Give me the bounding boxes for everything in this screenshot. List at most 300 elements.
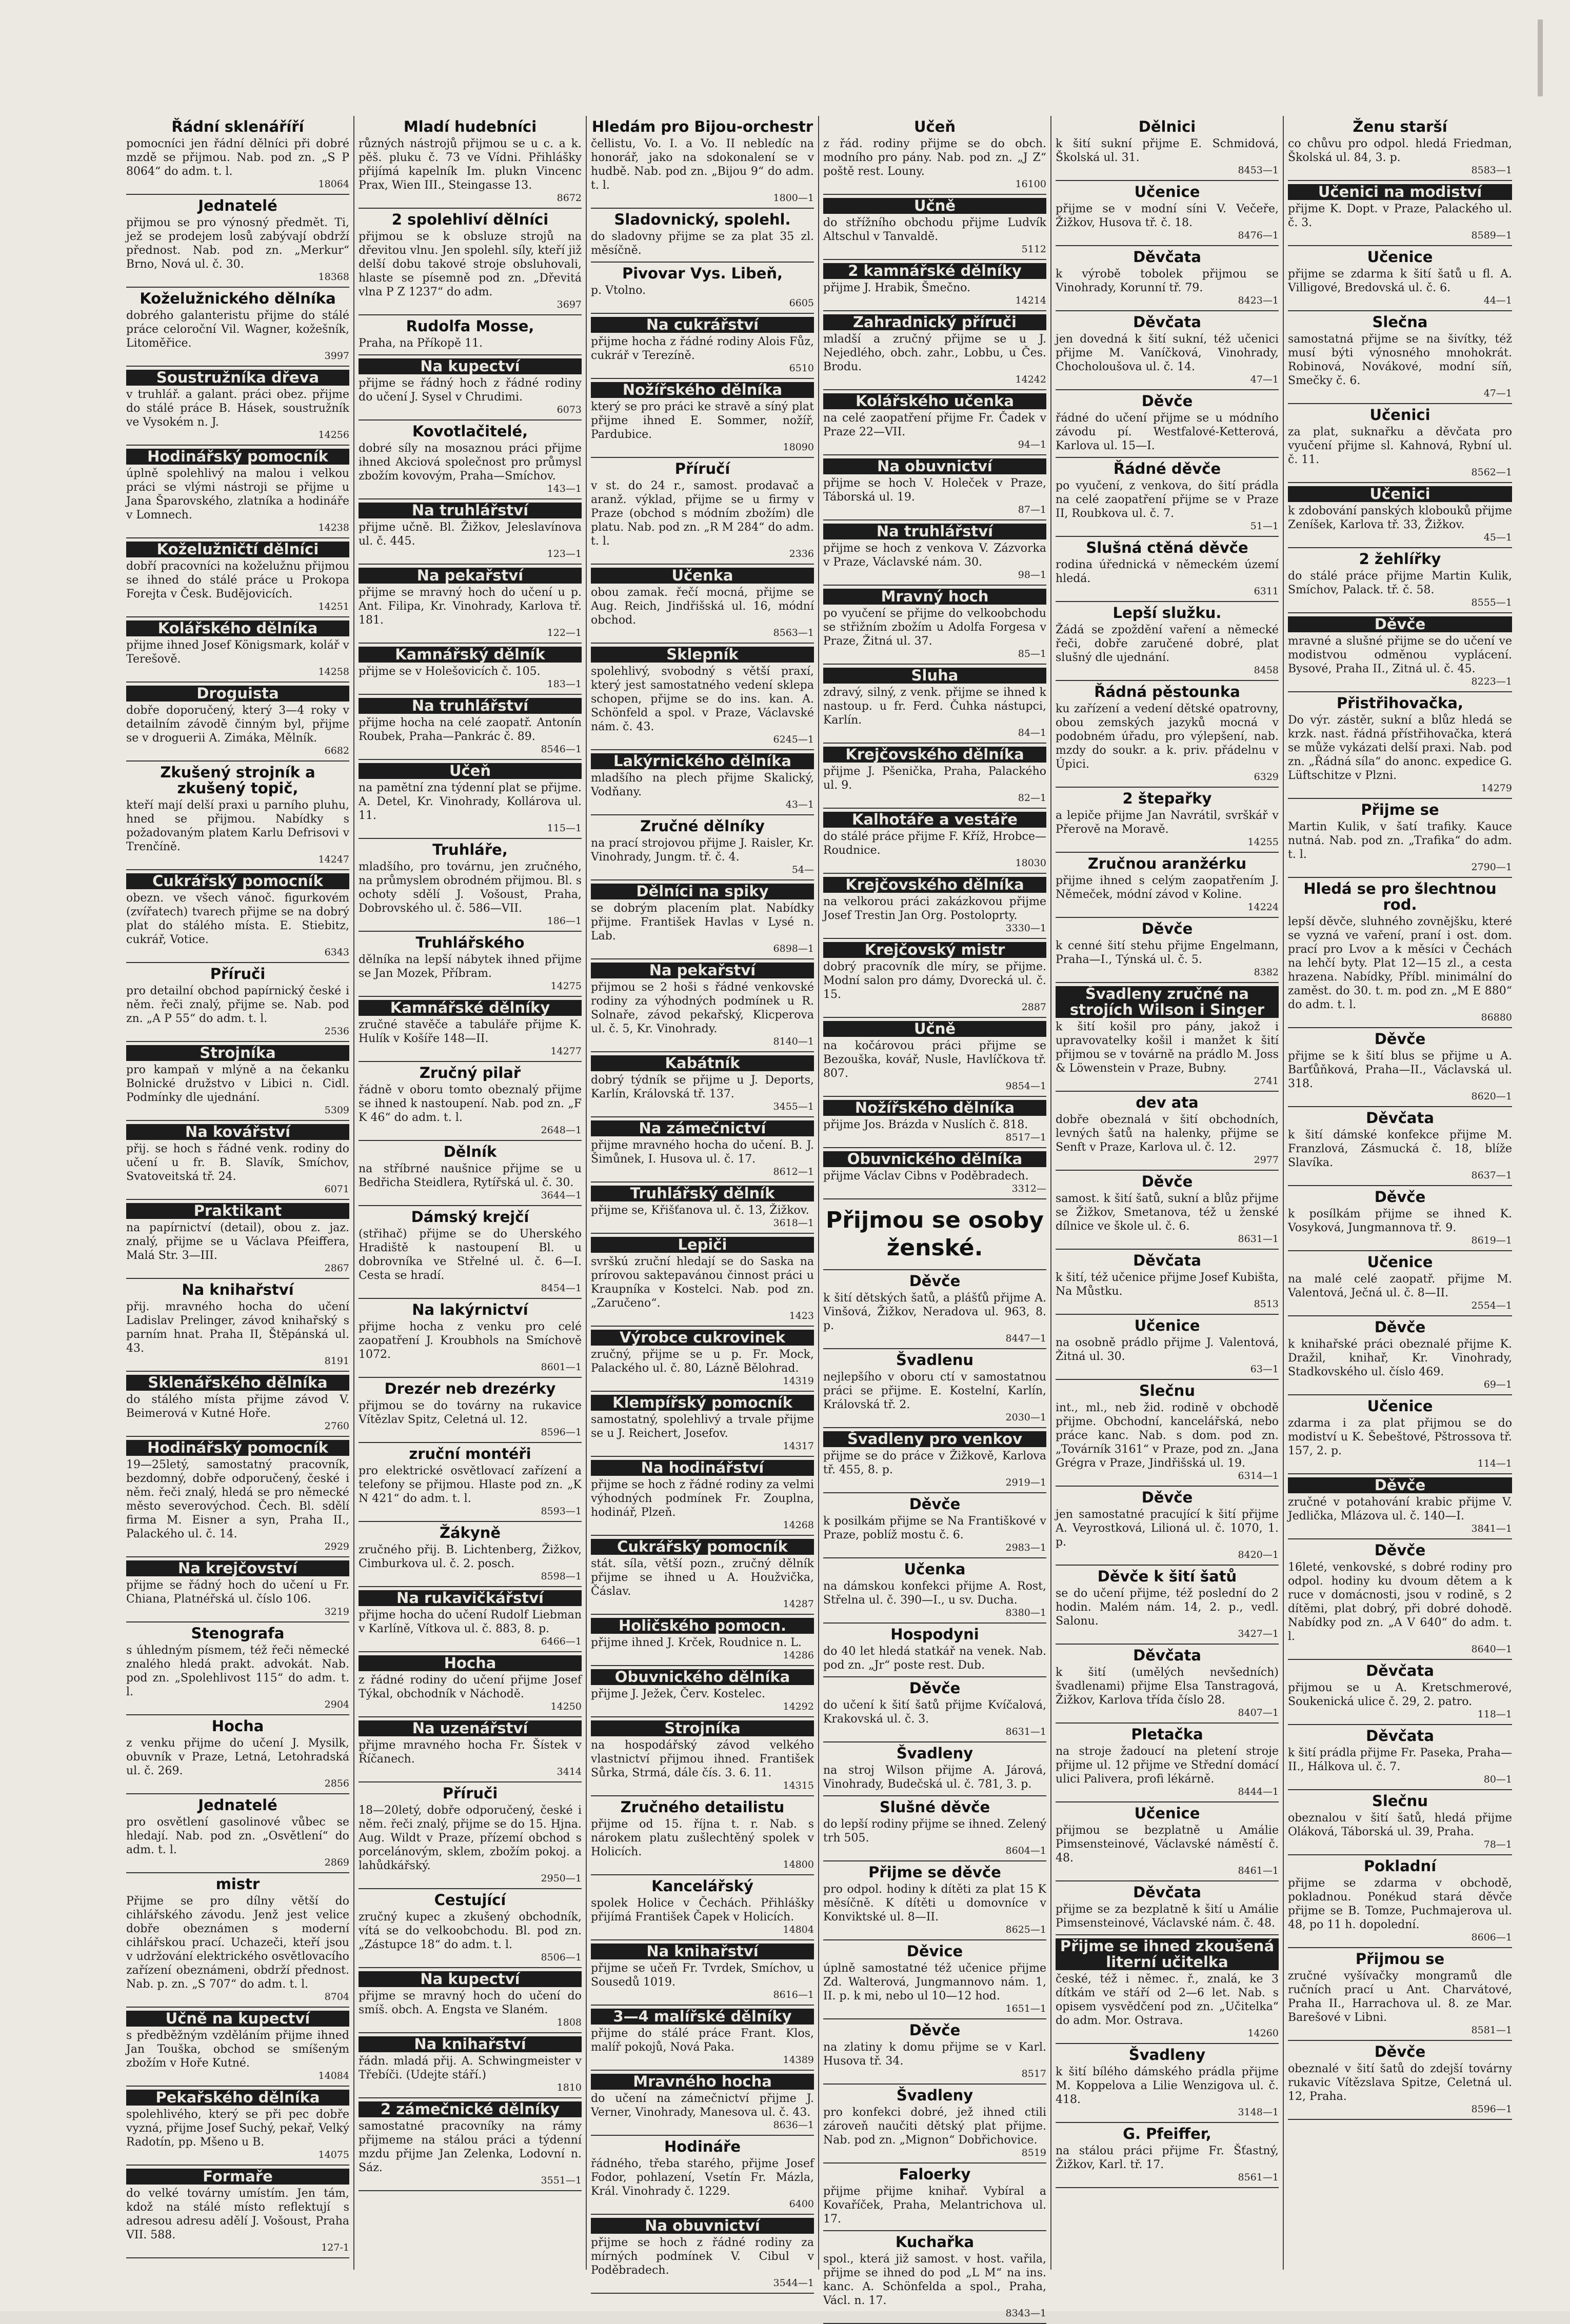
classified-ad: [591, 1457, 814, 1536]
ad-code: 6073: [557, 404, 582, 415]
ad-code: 44—1: [1483, 295, 1512, 306]
ad-text: lepší děvče, sluhného zovnějšku, které se vyzná ve vaření, praní i ost. dom. prací pro Lvov a k měsíci v Čechách na lehčí byty. Plat 12—15 zl., a cesta hrazena. Nabídky, Příbl. minimální do zaměst. do 30. t. m. pod zn. „M E 880“ do adm. t. l.: [1288, 915, 1512, 1011]
classified-ad: [1288, 1948, 1512, 2041]
ad-text: pro kampaň v mlýně a na čekanku Bolnické družstvo v Libici n. Cidl. Podmínky dle ujednání.: [126, 1064, 349, 1104]
classified-ad: [823, 744, 1046, 809]
ad-text: na hospodářský závod velkého vlastnictví přijmou ihned. František Sůrka, Strmá, dále čís. 3. 6. 11.: [591, 1739, 814, 1779]
classified-ad: [1288, 1395, 1512, 1474]
ad-heading: Učenice: [1367, 248, 1433, 266]
ad-text: přij. mravného hocha do učení Ladislav Prelinger, závod knihařský s parním hnat. Praha II, Štěpánská ul. 43.: [126, 1300, 349, 1355]
classified-ad: [126, 2087, 349, 2166]
ad-text: samost. k šití šatů, sukní a blůz přijme se Žižkov, Smetanova, též u ženské dílnice ve škole ul. č. 6.: [1056, 1192, 1279, 1233]
ad-code: 1423: [789, 1310, 814, 1321]
ad-text: do učení na zámečnictví přijme J. Verner, Vinohrady, Manesova ul. č. 43.: [591, 2092, 814, 2119]
classified-ad: [359, 1717, 582, 1782]
ad-text: přijme hocha z řádné rodiny Alois Fůz, cukrář v Terezíně.: [591, 335, 814, 362]
ad-text: do lepší rodiny přijme se ihned. Zelený trh 505.: [823, 1818, 1046, 1845]
ad-text: k posílkám přijme se ihned K. Vosyková, Jungmannova tř. 9.: [1288, 1208, 1512, 1234]
ad-text: na stroje žadoucí na pletení stroje přijme ul. 12 přijme ve Střední domácí ulici Palivera, profi lékárně.: [1056, 1745, 1279, 1786]
ad-code: 115—1: [547, 823, 582, 834]
classified-ad: [126, 870, 349, 963]
ad-heading: Přijme se ihned zkoušená literní učitelka: [1056, 1938, 1279, 1970]
classified-ad: [1288, 483, 1512, 548]
ad-heading: Přijme se děvče: [868, 1864, 1001, 1881]
ad-text: samostatné pracovníky na rámy přijmeme na stálou práci a týdenní mzdu přijme Jan Zelenka, Lodovní n. Sáz.: [359, 2120, 582, 2174]
ad-heading: Děvče: [1141, 1489, 1193, 1506]
ad-heading: Děvče: [909, 1495, 961, 1513]
ad-code: 2741: [1254, 1075, 1279, 1087]
ad-text: spolek Holice v Čechách. Přihlášky přijímá František Čapek v Holicích.: [591, 1897, 814, 1924]
ad-code: 143—1: [547, 483, 582, 494]
ad-text: úplně samostatné též učenice přijme Zd. Walterová, Jungmannovo nám. 1, II. p. k mi, nebo ul 10—12 hod.: [823, 1962, 1046, 2002]
classified-ad: [591, 263, 814, 314]
ad-heading: Děvčata: [1133, 1252, 1201, 1269]
ad-heading: Koželužnického dělníka: [140, 290, 336, 307]
ad-text: pro detailní obchod papírnický české i něm. řeči znalý, přijme se. Nab. pod zn. „A P 55“ do adm. t. l.: [126, 985, 349, 1025]
ad-text: dobré síly na mosaznou práci přijme ihned Akciová společnost pro průmysl zbožím kovovým, Praha—Smíchov.: [359, 442, 582, 483]
ad-heading: Na kupectví: [359, 358, 582, 374]
classified-ad: [823, 2231, 1046, 2324]
classified-ad: [591, 1940, 814, 2006]
ad-text: do střížního obchodu přijme Ludvík Altschul v Tanvaldě.: [823, 216, 1046, 243]
ad-heading: zruční montéři: [409, 1445, 531, 1462]
classified-ad: [1056, 1566, 1279, 1645]
classified-ad: [1288, 181, 1512, 246]
classified-ad: [1288, 1028, 1512, 1107]
ad-text: přijmou se do továrny na rukavice Vítězlav Spitz, Celetná ul. 12.: [359, 1399, 582, 1426]
classified-ad: [1056, 1935, 1279, 2044]
ad-code: 122—1: [547, 627, 582, 638]
classified-ad: [823, 1861, 1046, 1940]
ad-text: na zlatiny k domu přijme se v Karl. Husova tř. 34.: [823, 2041, 1046, 2068]
classified-ad: [1288, 246, 1512, 311]
ad-text: přijme se do práce v Žižkově, Karlova tř. 455, 8. p.: [823, 1450, 1046, 1476]
ad-text: který se pro práci ke stravě a síný plat přijme ihned E. Sommer, nožíř, Pardubice.: [591, 400, 814, 441]
ad-text: zdravý, silný, z venk. přijme se ihned k nastoup. u fr. Ferd. Čuhka nástupci, Karlín.: [823, 686, 1046, 727]
ad-text: Martin Kulik, v šatí trafiky. Kauce nutná. Nab. pod zn. „Trafika“ do adm. t. l.: [1288, 820, 1512, 861]
ad-heading: Zručný pilař: [419, 1064, 521, 1081]
ad-heading: Na zámečnictví: [591, 1120, 814, 1136]
classified-ad: [1056, 2044, 1279, 2123]
ad-code: 2929: [324, 1541, 349, 1552]
classified-ad: [591, 314, 814, 379]
classified-ad: [823, 520, 1046, 586]
ad-heading: Děvčata: [1133, 1884, 1201, 1901]
ad-heading: Učeň: [359, 763, 582, 779]
ad-text: pomocníci jen řádní dělníci při dobré mzdě se přijmou. Nab. pod zn. „S P 8064“ do adm. t. l.: [126, 137, 349, 178]
ad-code: 8506—1: [541, 1952, 582, 1963]
classified-ad: [359, 116, 582, 209]
ad-heading: Kuchařka: [895, 2233, 975, 2251]
ad-code: 8561—1: [1238, 2172, 1279, 2183]
ad-code: 6314—1: [1238, 1470, 1279, 1481]
ad-heading: Švadleny: [896, 1745, 973, 1762]
ad-heading: Děvčata: [1366, 1727, 1434, 1745]
ad-heading: Hodinářský pomocník: [126, 1440, 349, 1456]
ad-heading: Učenici na modiství: [1288, 184, 1512, 200]
ad-heading: Slušná ctěná děvče: [1086, 539, 1248, 556]
ad-text: na malé celé zaopatř. přijme M. Valentová, Ječná ul. č. 8—II.: [1288, 1273, 1512, 1299]
ad-heading: Holičského pomocn.: [591, 1618, 814, 1634]
classified-ad: [591, 2215, 814, 2294]
ad-heading: mistr: [215, 1875, 260, 1893]
ad-code: 8583—1: [1471, 165, 1512, 176]
ad-heading: Strojníka: [126, 1045, 349, 1061]
ad-code: 3841—1: [1471, 1523, 1512, 1534]
ad-text: k posilkám přijme se Na Františkové v Praze, poblíž mostu č. 6.: [823, 1515, 1046, 1541]
ad-heading: Dělník: [443, 1143, 497, 1160]
classified-ad: [1288, 1790, 1512, 1855]
ad-code: 123—1: [547, 548, 582, 559]
ad-code: 2869: [324, 1857, 349, 1868]
ad-heading: Učenice: [1134, 1805, 1200, 1822]
ad-code: 118—1: [1477, 1709, 1512, 1720]
classified-ad: [359, 1782, 582, 1889]
ad-heading: Švadleny: [896, 2087, 973, 2104]
ad-code: 14317: [783, 1440, 814, 1452]
classified-ad: [591, 116, 814, 209]
ad-text: k šití dámské konfekce přijme M. Franzlová, Zásmucká č. 18, blíže Slavíka.: [1288, 1129, 1512, 1169]
ad-text: na kočárovou práci přijme se Bezouška, kovář, Nusle, Havlíčkova tř. 807.: [823, 1039, 1046, 1080]
ad-heading: Nožířského dělníka: [823, 1100, 1046, 1116]
ad-heading: Děvče k šití šatů: [1097, 1568, 1237, 1585]
ad-heading: Nožířského dělníka: [591, 382, 814, 398]
ad-text: z řádné rodiny do učení přijme Josef Týkal, obchodník v Náchodě.: [359, 1674, 582, 1700]
classified-ad: [1288, 799, 1512, 878]
classified-ad: [359, 760, 582, 839]
ad-heading: Jednatelé: [198, 197, 277, 214]
ad-code: 8640—1: [1471, 1644, 1512, 1655]
ad-code: 63—1: [1250, 1364, 1279, 1375]
ad-text: přijme K. Dopt. v Praze, Palackého ul. č. 3.: [1288, 203, 1512, 229]
ad-heading: Zručného detailistu: [620, 1798, 785, 1816]
ad-code: 186—1: [547, 915, 582, 927]
ad-code: 8637—1: [1471, 1170, 1512, 1181]
classified-ad: [1288, 1539, 1512, 1660]
ad-text: přijme mravného hocha Fr. Šístek v Říčanech.: [359, 1739, 582, 1766]
ad-text: přijmou se bezplatně u Amálie Pimsensteinové, Václavské náměstí č. 48.: [1056, 1824, 1279, 1865]
ad-text: přij. se hoch s řádné venk. rodiny do učení u fr. B. Slavík, Smíchov, Svatoveitská tř. 24.: [126, 1143, 349, 1183]
classified-ad: [126, 1873, 349, 2008]
ad-heading: Lepší služku.: [1112, 604, 1222, 622]
ad-code: 45—1: [1483, 532, 1512, 543]
ad-text: mravné a slušné přijme se do učení ve modistvou odměnou vyplácení. Bysové, Praha II., Zitná ul. č. 45.: [1288, 635, 1512, 675]
ad-heading: Hocha: [359, 1655, 582, 1671]
ad-text: přijme se hoch V. Holeček v Praze, Táborská ul. 19.: [823, 477, 1046, 504]
ad-text: přijme se k šití blus se přijme u A. Barťůňková, Praha—II., Václavská ul. 318.: [1288, 1050, 1512, 1090]
ad-text: přijme se v Holešovicích č. 105.: [359, 665, 541, 678]
ad-text: zručného přij. B. Lichtenberg, Žižkov, Cimburkova ul. č. 2. posch.: [359, 1544, 582, 1570]
classified-ad: [359, 997, 582, 1062]
classified-ad: [359, 932, 582, 997]
ad-text: k knihařské práci obeznalé přijme K. Dražil, knihař, Kr. Vinohrady, Stadkovského ul. číslo 469.: [1288, 1338, 1512, 1378]
ad-code: 47—1: [1483, 388, 1512, 399]
ad-text: na osobně prádlo přijme J. Valentová, Žitná ul. 30.: [1056, 1336, 1279, 1363]
ad-text: různých nástrojů přijmou se u c. a k. pěš. pluku č. 73 ve Vídni. Přihlášky přijímá kapelník Im. plukn Vincenc Prax, Wien III., Steingasse 13.: [359, 137, 582, 192]
ad-text: samostatný, spolehlivý a trvale přijme se u J. Reichert, Josefov.: [591, 1413, 814, 1440]
ad-code: 6245—1: [773, 734, 814, 745]
ad-heading: Řádná pěstounka: [1094, 683, 1240, 700]
ad-heading: Na knihařství: [591, 1944, 814, 1959]
ad-heading: Učeň: [913, 118, 956, 135]
ad-heading: Děvče: [1288, 1477, 1512, 1493]
ad-text: k zdobování panských klobouků přijme Zeníšek, Karlova tř. 33, Žižkov.: [1288, 505, 1512, 531]
ad-code: 8631—1: [1238, 1233, 1279, 1245]
ad-text: přijme ihned J. Krček, Roudnice n. L.: [591, 1636, 802, 1649]
classified-ad: [823, 2163, 1046, 2231]
ad-text: dělníka na lepší nábytek ihned přijme se Jan Mozek, Příbram.: [359, 953, 582, 980]
ad-code: 8619—1: [1471, 1235, 1512, 1246]
ad-heading: Děvče: [1374, 2043, 1426, 2060]
classified-ad: [591, 1717, 814, 1796]
ad-code: 8555—1: [1471, 597, 1512, 608]
ad-heading: Švadleny pro venkov: [823, 1431, 1046, 1447]
ad-code: 14292: [783, 1701, 814, 1712]
ad-text: do 40 let hledá statkář na venek. Nab. pod zn. „Jr“ poste rest. Dub.: [823, 1645, 1046, 1672]
ad-text: přijme hocha z venku pro celé zaopatření J. Kroubhols na Smíchově 1072.: [359, 1320, 582, 1361]
ad-text: do učení k šití šatů přijme Kvíčalová, Krakovská ul. č. 3.: [823, 1699, 1046, 1726]
ad-code: 8453—1: [1238, 165, 1279, 176]
classified-ad: [359, 499, 582, 565]
ad-text: přijme ihned s celým zaopatřením J. Němeček, módní závod v Koline.: [1056, 874, 1279, 901]
ad-text: přijme ihned Josef Königsmark, kolář v Terešově.: [126, 639, 349, 666]
classified-ad: [823, 195, 1046, 260]
classified-ad: [591, 815, 814, 880]
ad-heading: Děvčata: [1366, 1662, 1434, 1679]
ad-heading: Sklepník: [591, 647, 814, 663]
ad-heading: Kamnářský dělník: [359, 647, 582, 663]
classified-ad: [126, 288, 349, 367]
ad-text: kteří mají delší praxi u parního pluhu, hned se přijmou. Nabídky s požadovaným platem Karlu Defrisovi v Trenčíně.: [126, 799, 349, 853]
ad-code: 3414: [557, 1766, 582, 1777]
ad-heading: Klempířský pomocník: [591, 1395, 814, 1411]
classified-ad: [591, 1117, 814, 1183]
classified-ad: [1056, 116, 1279, 181]
ad-heading: Truhláře,: [432, 841, 508, 858]
ad-code: 14268: [783, 1519, 814, 1531]
ad-text: dobrý pracovník dle míry, se přijme. Modní salon pro dámy, Dvorecká ul. č. 15.: [823, 960, 1046, 1001]
ad-heading: Slečna: [1372, 313, 1428, 331]
ad-text: pro osvětlení gasolinové vůbec se hledají. Nab. pod zn. „Osvětlení“ do adm. t. l.: [126, 1816, 349, 1856]
ad-code: 47—1: [1250, 374, 1279, 385]
ad-text: na stříbrné naušnice přijme se u Bedřicha Steidlera, Rytířská ul. č. 30.: [359, 1163, 582, 1189]
classified-ad: [823, 1270, 1046, 1349]
ad-heading: Přijme se: [1361, 801, 1439, 818]
classified-ad: [823, 1940, 1046, 2019]
ad-code: 8519: [1021, 2147, 1046, 2158]
ad-heading: Hledá se pro šlechtnou rod.: [1303, 880, 1497, 913]
ad-code: 3544—1: [773, 2277, 814, 2289]
ad-heading: Dělníci na spiky: [591, 884, 814, 899]
classified-ad: [1056, 681, 1279, 788]
classified-ad: [591, 1234, 814, 1327]
ad-heading: Zručné dělníky: [640, 817, 765, 835]
ad-code: 8563—1: [773, 627, 814, 638]
ad-text: přijme J. Hrabik, Šmečno.: [823, 282, 970, 294]
ad-heading: Děvče: [1288, 616, 1512, 632]
ad-heading: Děvče: [909, 1679, 961, 1697]
ad-code: 8382: [1254, 967, 1279, 978]
ad-heading: 2 kamnářské dělníky: [823, 263, 1046, 279]
classified-ad: [359, 1141, 582, 1206]
ad-text: řádn. mladá přij. A. Schwingmeister v Třebíči. (Udejte stáří.): [359, 2055, 582, 2081]
ad-code: 3455—1: [773, 1101, 814, 1112]
ad-text: obeznalou v šití šatů, hledá přijme Oláková, Táborská ul. 39, Praha.: [1288, 1812, 1512, 1838]
ad-heading: Řádné děvče: [1113, 460, 1221, 477]
ad-code: 6682: [324, 745, 349, 756]
ad-code: 3427—1: [1238, 1628, 1279, 1639]
classified-ad: [823, 939, 1046, 1018]
ad-code: 18030: [1015, 857, 1046, 869]
ad-text: rodina úřednická v německém území hledá.: [1056, 558, 1279, 585]
ad-text: p. Vtolno.: [591, 284, 646, 297]
ad-text: dobrého galanteristu přijme do stálé práce celoroční Vil. Wagner, kožešník, Litoměřice.: [126, 309, 349, 350]
classified-ad: [591, 1183, 814, 1234]
ad-heading: Na truhlářství: [359, 698, 582, 714]
ad-code: 14214: [1015, 295, 1046, 306]
ad-text: přijme se hoch z řádné rodiny za velmi výhodných podmínek Fr. Zouplna, hodinář, Plzeň.: [591, 1478, 814, 1519]
ad-code: 2554—1: [1471, 1300, 1512, 1311]
ad-code: 8631—1: [1005, 1726, 1046, 1737]
ad-text: v st. do 24 r., samost. prodavač a aranž. výklad, přijme se u firmy v Praze (obchod s módním zbožím) dle platu. Nab. pod zn. „R M 284“ do adm. t. l.: [591, 479, 814, 548]
ad-code: 82—1: [1018, 792, 1046, 804]
ad-code: 3312—: [1011, 1183, 1046, 1194]
ad-heading: Krejčovského dělníka: [823, 747, 1046, 763]
ad-code: 8546—1: [541, 744, 582, 755]
ad-text: za plat, suknařku a děvčata pro vyučení přijme sl. Kahnová, Rybní ul. č. 11.: [1288, 426, 1512, 466]
ad-code: 14804: [783, 1924, 814, 1935]
ad-text: 19—25letý, samostatný pracovník, bezdomný, dobře odporučený, české i něm. řeči znalý, hledá se pro německé město severovýchod. Čech. Bl. sdělí firma M. Eisner a syn, Praha II., Palackého ul. č. 14.: [126, 1458, 349, 1540]
ad-text: na stroj Wilson přijme A. Járová, Vinohrady, Budečská ul. č. 781, 3. p.: [823, 1764, 1046, 1791]
ad-text: přijme hocha do učení Rudolf Liebman v Karlíně, Vítkova ul. č. 883, 8. p.: [359, 1609, 582, 1635]
classified-ad: [126, 1794, 349, 1873]
classified-ad: [359, 209, 582, 315]
ad-text: přijme od 15. října t. r. Nab. s nárokem platu zušlechtěný spolek v Holicích.: [591, 1818, 814, 1858]
ad-heading: Učenici: [1369, 406, 1430, 424]
ad-code: 6071: [324, 1184, 349, 1195]
section-heading: Přijmou se osoby ženské.: [823, 1199, 1046, 1270]
classified-ad: [591, 2071, 814, 2136]
ad-text: jen dovedná k šití sukní, též učenici přijme M. Vaníčková, Vinohrady, Chocholoušova ul. č. 14.: [1056, 333, 1279, 373]
ad-code: 18090: [783, 442, 814, 453]
classified-ad: [1288, 1474, 1512, 1539]
ad-code: 2856: [324, 1778, 349, 1789]
ad-text: na pamětní zna týdenní plat se přijme. A. Detel, Kr. Vinohrady, Kollárova ul. 11.: [359, 782, 582, 822]
ad-text: přijme se hoch z venkova V. Zázvorka v Praze, Václavské nám. 30.: [823, 542, 1046, 569]
classified-ad: [359, 1062, 582, 1141]
ad-text: se do učení přijme, též poslední do 2 hodin. Malém nám. 14, 2. p., vedl. Salonu.: [1056, 1587, 1279, 1628]
ad-heading: Obuvnického dělníka: [823, 1151, 1046, 1167]
classified-ad: [591, 959, 814, 1052]
ad-text: zručné stavěče a tabuláře přijme K. Hulík v Košíře 148—II.: [359, 1018, 582, 1045]
ad-heading: Cukrářský pomocník: [591, 1539, 814, 1555]
ad-code: 14258: [318, 666, 349, 677]
classified-ad: [359, 1889, 582, 1968]
ad-code: 2790—1: [1471, 862, 1512, 873]
ad-code: 14279: [1481, 783, 1512, 794]
ad-code: 14275: [550, 980, 582, 992]
classified-ad: [126, 1372, 349, 1437]
ad-text: přijme se v modní síni V. Večeře, Žižkov, Husova tř. č. 18.: [1056, 203, 1279, 229]
classified-ad: [1056, 983, 1279, 1092]
ad-heading: Na pekařství: [591, 963, 814, 978]
ad-text: Do výr. zástěr, sukní a blůz hledá se krzk. nast. řádná přístřihovačka, která se může vykázati delší praxi. Nab. pod zn. „Řádná síla“ do anonc. expedice G. Lüftschitze v Plzni.: [1288, 714, 1512, 782]
ad-code: 2904: [324, 1699, 349, 1710]
classified-ad: [591, 880, 814, 959]
ad-heading: Formaře: [126, 2169, 349, 2185]
ad-code: 14287: [783, 1598, 814, 1610]
ad-text: po vyučení se přijme do velkoobchodu se střižním zbožím u Adolfa Forgesa v Praze, Žitná ul. 37.: [823, 607, 1046, 648]
ad-code: 9854—1: [1005, 1080, 1046, 1092]
ad-heading: Kabátník: [591, 1055, 814, 1071]
classified-ad: [126, 1200, 349, 1279]
ad-heading: Lakýrnického dělníka: [591, 753, 814, 769]
classified-ad: [591, 565, 814, 644]
ad-text: přijme se mravný hoch do učení do smíš. obch. A. Engsta ve Slaném.: [359, 1990, 582, 2016]
ad-text: řádné do učení přijme se u módního závodu pí. Westfalové-Ketterová, Karlova ul. 15—I.: [1056, 412, 1279, 452]
ad-code: 8612—1: [773, 1166, 814, 1177]
ad-heading: Cestující: [434, 1891, 506, 1909]
ad-heading: Sluha: [823, 668, 1046, 684]
ad-code: 8672: [557, 192, 582, 204]
ad-heading: Na knihařství: [182, 1281, 294, 1298]
ad-heading: Příruči: [210, 965, 266, 983]
ad-text: 18—20letý, dobře odporučený, české i něm. řeči znalý, přijme se do 15. Hjna. Aug. Wildt v Praze, přízemí obchod s porcelánovým, sklem, zbožím pokoj. a lahůdkářský.: [359, 1804, 582, 1872]
ad-code: 8380—1: [1005, 1607, 1046, 1618]
classified-ad: [1056, 1092, 1279, 1171]
ad-text: mladšího na plech přijme Skalický, Vodňany.: [591, 772, 814, 798]
ad-text: do stálého místa přijme závod V. Beimerová v Kutné Hoře.: [126, 1393, 349, 1420]
classified-ad: [1288, 404, 1512, 483]
ad-text: Přijme se pro dílny větší do cihlářského závodu. Jenž jest velice dobře obeznámen s moderní cihlářskou prací. Uchazeči, kteří jsou v udržování elektrického osvětlovacího zařízení obeznámeni, obdrží přednost. Nab. p. zn. „S 707“ do adm. t. l.: [126, 1895, 349, 1991]
classified-ad: [1056, 246, 1279, 311]
ad-heading: Přijmou se: [1355, 1950, 1445, 1968]
ad-heading: Učenice: [1367, 1397, 1433, 1415]
ad-code: 94—1: [1018, 439, 1046, 450]
classified-ad: [823, 1148, 1046, 1199]
ad-code: 8517: [1021, 2068, 1046, 2079]
classified-ad: [823, 1796, 1046, 1861]
classified-ad: [823, 455, 1046, 520]
ad-heading: Kolářského dělníka: [126, 620, 349, 636]
classified-ad: [1056, 1380, 1279, 1487]
ad-heading: G. Pfeiffer,: [1123, 2125, 1211, 2142]
ad-heading: Slečnu: [1139, 1382, 1195, 1399]
ad-heading: Soustružníka dřeva: [126, 370, 349, 386]
ad-text: zručný, přijme se u p. Fr. Mock, Palackého ul. č. 80, Lázně Bělohrad.: [591, 1348, 814, 1375]
classified-ad: [1288, 1186, 1512, 1251]
ad-code: 183—1: [547, 678, 582, 690]
ad-text: samostatná přijme se na šivítky, též musí býti výnosného mnohokrát. Robinová, Novákové, modní síň, Smečky č. 6.: [1288, 333, 1512, 387]
ad-code: 6343: [324, 947, 349, 958]
classified-ad: [126, 446, 349, 538]
ad-heading: Na knihařství: [359, 2036, 582, 2052]
ad-code: 8589—1: [1471, 230, 1512, 241]
ad-heading: Drezér neb drezérky: [384, 1380, 556, 1397]
ad-code: 8596—1: [1471, 2103, 1512, 2115]
ad-code: 8604—1: [1005, 1845, 1046, 1856]
classified-ad: [823, 1349, 1046, 1428]
ad-code: 8625—1: [1005, 1924, 1046, 1935]
classified-ad: [359, 1522, 582, 1587]
ad-text: řádného, třeba starého, přijme Josef Fodor, pohlazení, Vsetín Fr. Mázla, Král. Vinohrady č. 1229.: [591, 2157, 814, 2198]
ad-text: na prací strojovou přijme J. Raisler, Kr. Vinohrady, Jungm. tř. č. 4.: [591, 837, 814, 864]
ad-code: 8562—1: [1471, 467, 1512, 478]
ad-heading: Dámský krejčí: [411, 1208, 529, 1226]
ad-code: 8343—1: [1005, 2308, 1046, 2319]
ad-code: 8581—1: [1471, 2025, 1512, 2036]
ad-heading: Učenici: [1288, 486, 1512, 502]
